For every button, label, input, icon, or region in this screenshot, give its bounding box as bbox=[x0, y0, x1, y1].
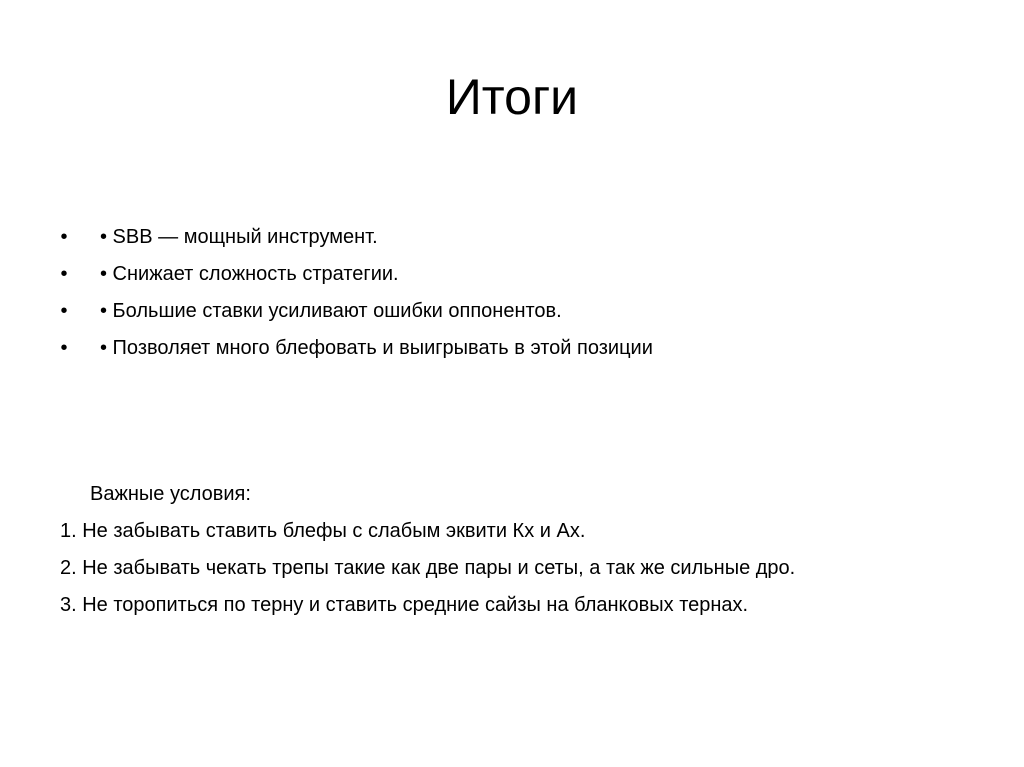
bullet-text: • SBB — мощный инструмент. bbox=[100, 226, 378, 248]
bullet-text: • Снижает сложность стратегии. bbox=[100, 263, 399, 285]
conditions-heading: Важные условия: bbox=[90, 483, 251, 505]
condition-item: 2. Не забывать чекать трепы такие как две пары и сеты, а так же сильные дро. bbox=[60, 557, 796, 579]
bullet-text: • Большие ставки усиливают ошибки оппонентов. bbox=[100, 300, 562, 322]
bullet-marker: • bbox=[60, 300, 68, 322]
condition-item: 1. Не забывать ставить блефы с слабым эквити Кх и Ах. bbox=[60, 520, 586, 542]
condition-item: 3. Не торопиться по терну и ставить средние сайзы на бланковых тернах. bbox=[60, 594, 749, 616]
slide-title: Итоги bbox=[445, 69, 579, 125]
bullet-marker: • bbox=[60, 337, 68, 359]
bullet-text: • Позволяет много блефовать и выигрывать в этой позиции bbox=[100, 337, 653, 359]
bullet-marker: • bbox=[60, 226, 68, 248]
bullet-marker: • bbox=[60, 263, 68, 285]
conditions-list bbox=[60, 513, 795, 624]
